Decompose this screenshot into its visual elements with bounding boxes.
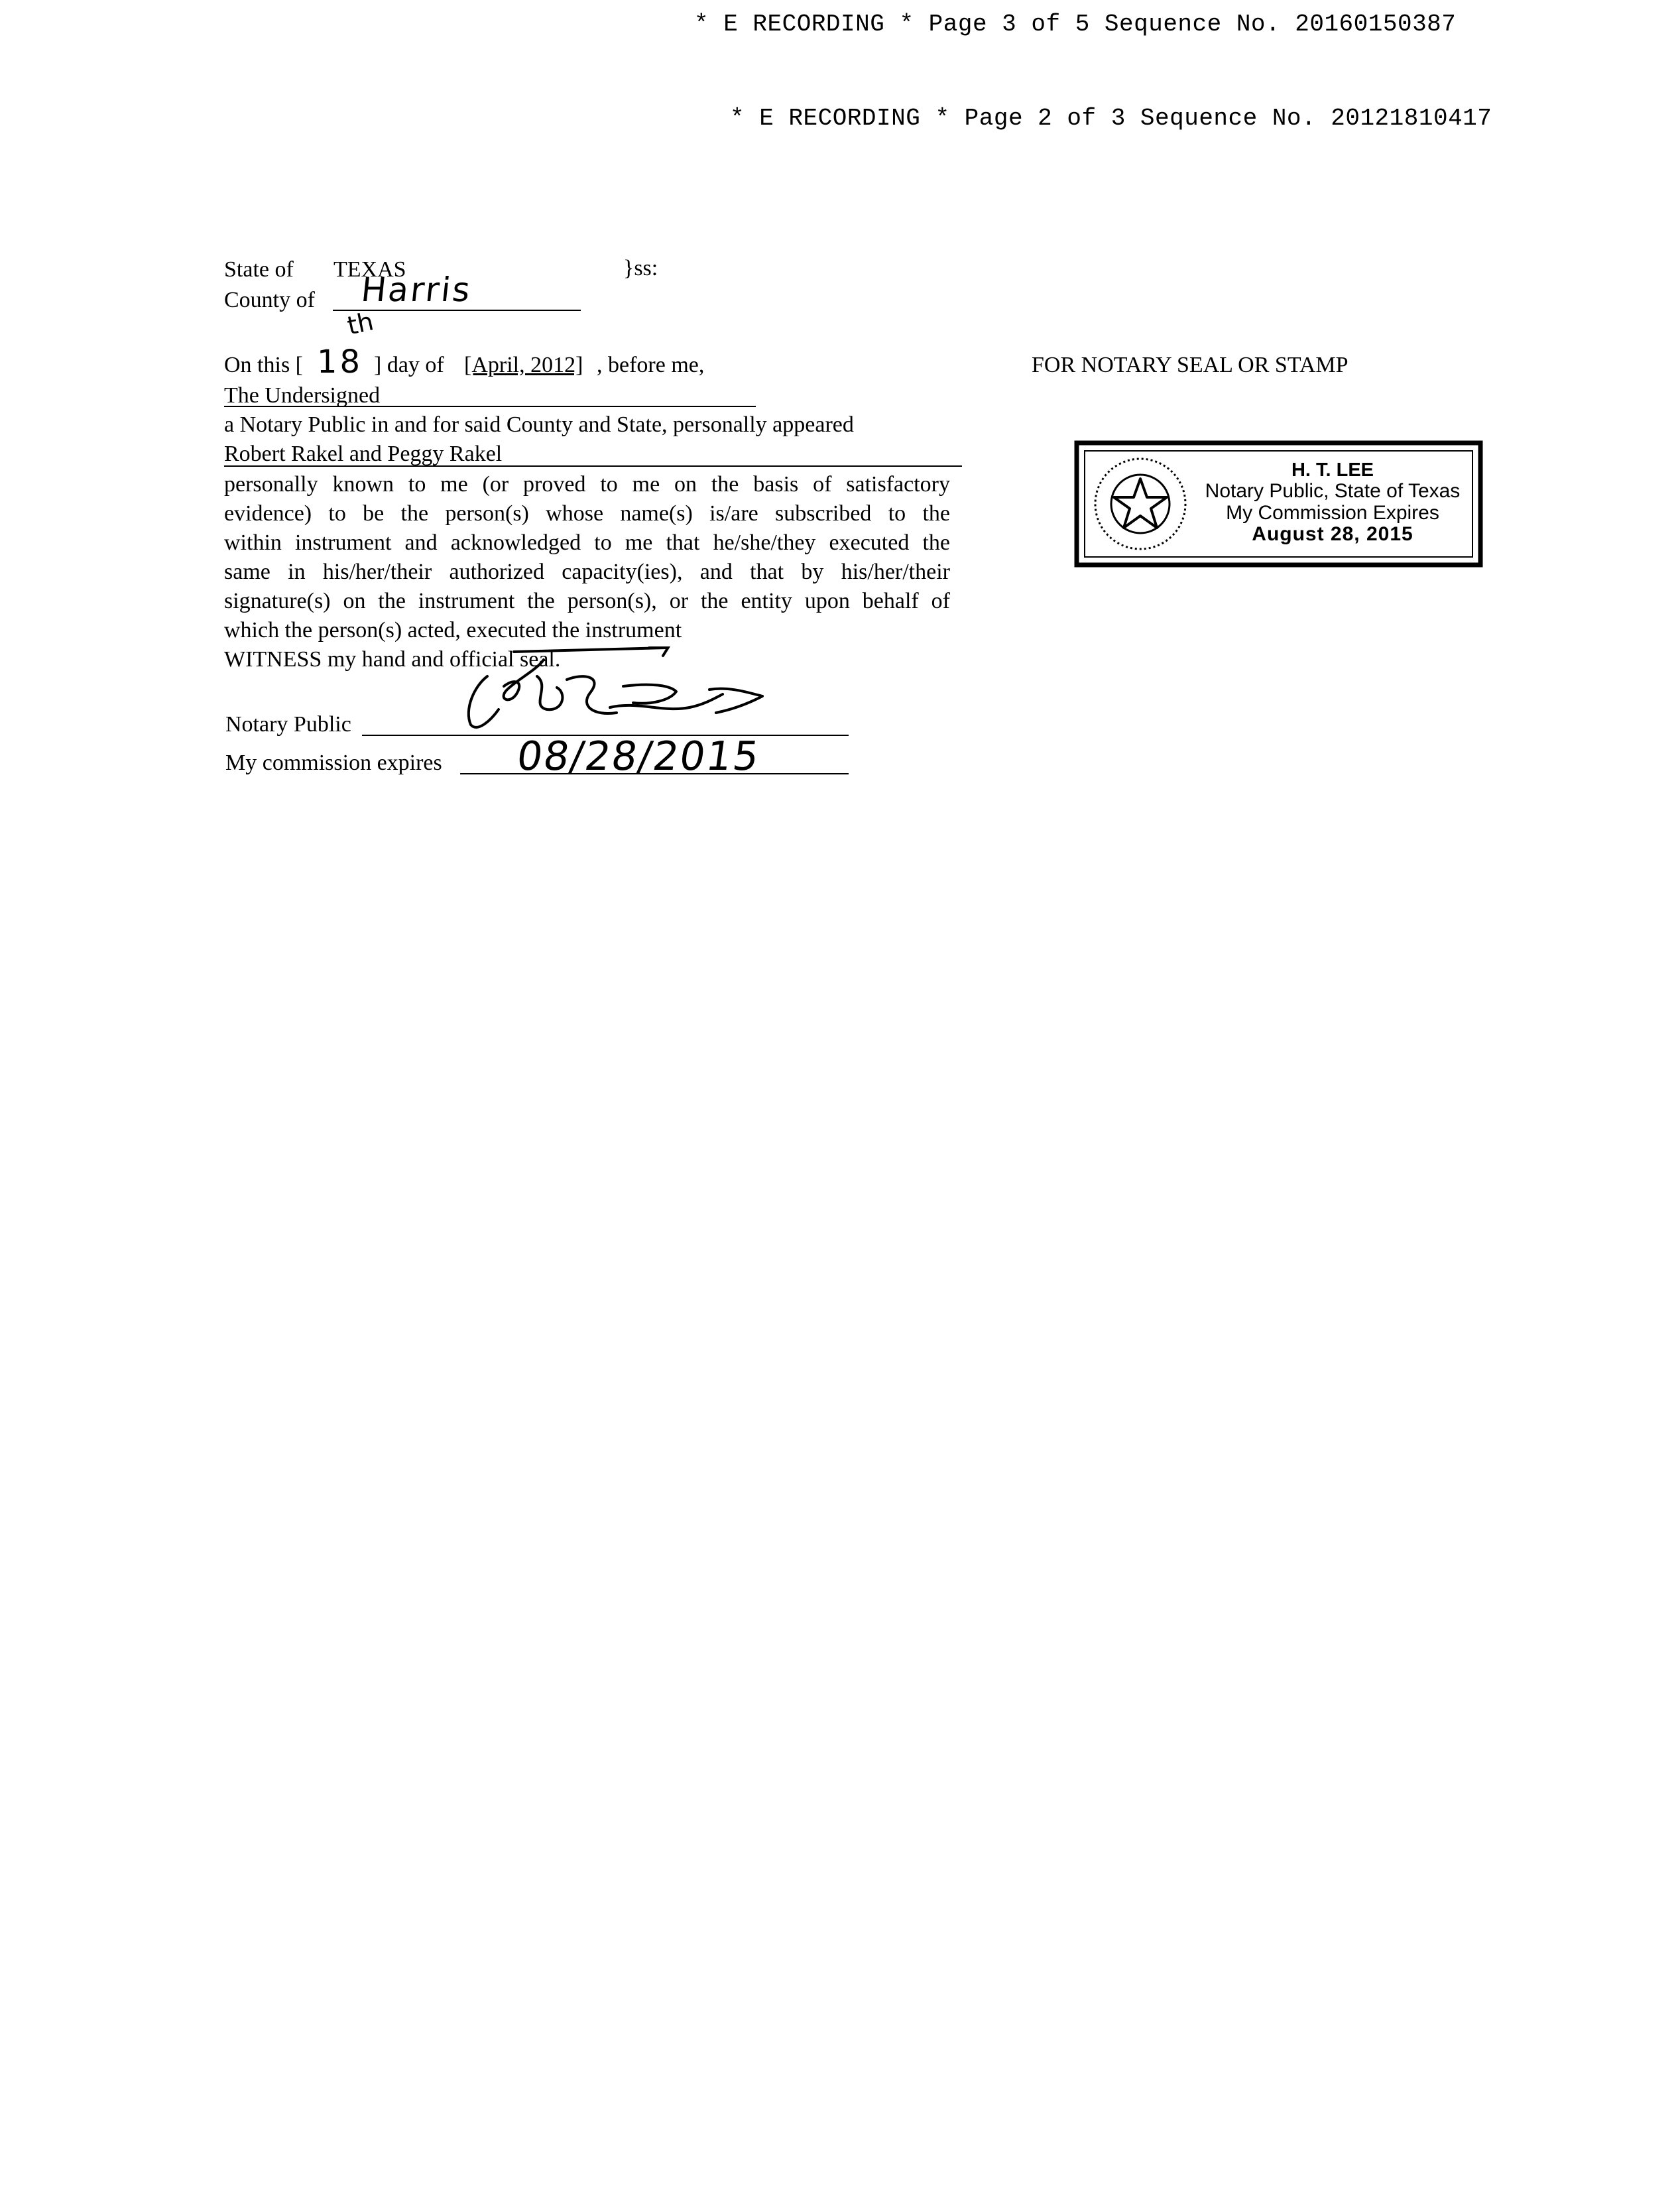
witness-line: WITNESS my hand and official seal. <box>224 647 561 672</box>
on-this-label: On this [ <box>224 353 303 377</box>
county-label: County of <box>224 288 315 312</box>
state-value: TEXAS <box>333 257 406 282</box>
body-line: personally known to me (or proved to me on the basis of satisfactory <box>224 472 950 497</box>
recording-header-1: * E RECORDING * Page 3 of 5 Sequence No. 20160150387 <box>694 11 1457 38</box>
appeared-names: Robert Rakel and Peggy Rakel <box>224 442 503 466</box>
seal-area-label: FOR NOTARY SEAL OR STAMP <box>1032 353 1349 377</box>
stamp-text-block <box>1187 460 1478 545</box>
officer-underline <box>224 406 756 407</box>
body-line: signature(s) on the instrument the person(s), or the entity upon behalf of <box>224 589 950 613</box>
county-handwritten: Harris <box>359 271 474 309</box>
officer-name: The Undersigned <box>224 383 381 408</box>
before-me: , before me, <box>597 353 705 377</box>
notary-public-label: Notary Public <box>225 712 351 737</box>
body-line: within instrument and acknowledged to me that he/she/they executed the <box>224 530 950 555</box>
appeared-underline <box>224 465 962 467</box>
day-of-label: ] day of <box>374 353 444 377</box>
notary-signature <box>451 646 822 739</box>
month-year: [April, 2012] <box>464 353 583 377</box>
ss-mark: }ss: <box>623 256 658 280</box>
day-handwritten: 18 <box>317 343 363 381</box>
stamp-commission-label: My Commission Expires <box>1226 501 1439 524</box>
body-line: evidence) to be the person(s) whose name(s) is/are subscribed to the <box>224 501 950 526</box>
notary-intro: a Notary Public in and for said County and State, personally appeared <box>224 412 854 437</box>
commission-label: My commission expires <box>225 751 442 775</box>
commission-date-handwritten: 08/28/2015 <box>514 733 763 780</box>
day-suffix-handwritten: th <box>344 306 377 341</box>
body-line: which the person(s) acted, executed the instrument <box>224 618 682 642</box>
stamp-notary-title: Notary Public, State of Texas <box>1205 480 1461 503</box>
body-line: same in his/her/their authorized capacity(ies), and that by his/her/their <box>224 560 950 584</box>
state-label: State of <box>224 257 294 282</box>
stamp-expiration-date: August 28, 2015 <box>1252 523 1413 546</box>
recording-header-2: * E RECORDING * Page 2 of 3 Sequence No. 20121810417 <box>730 105 1492 132</box>
stamp-notary-name: H. T. LEE <box>1291 459 1374 481</box>
